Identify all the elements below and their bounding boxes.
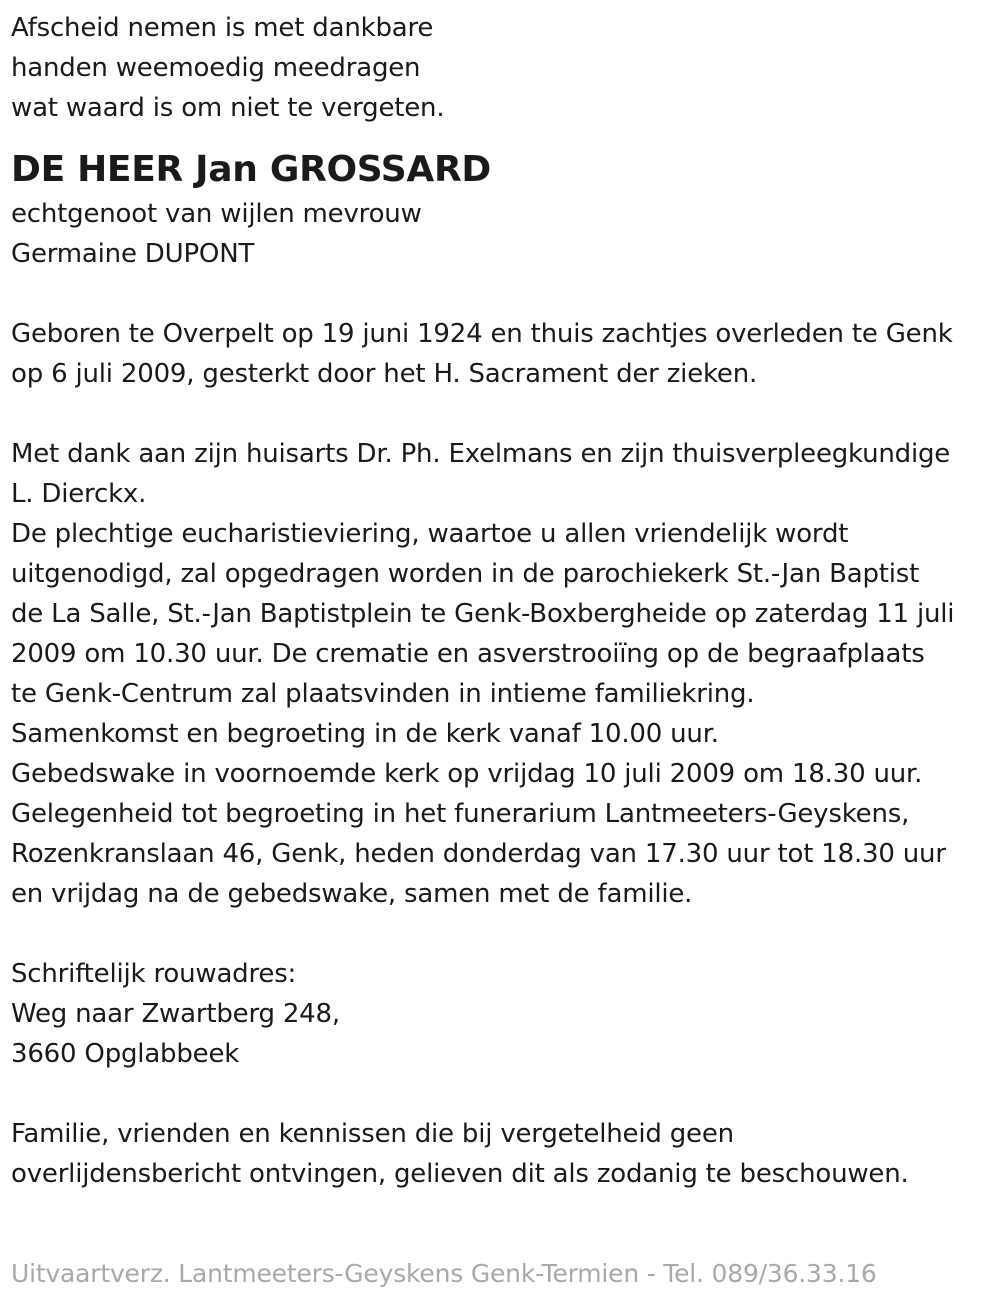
ceremony-line: te Genk-Centrum zal plaatsvinden in intieme familiekring.	[11, 679, 755, 709]
ceremony-line: uitgenodigd, zal opgedragen worden in de parochiekerk St.-Jan Baptist	[11, 559, 920, 589]
ceremony-line: 2009 om 10.30 uur. De crematie en asverstrooiïng op de begraafplaats	[11, 639, 925, 669]
ceremony-line: Met dank aan zijn huisarts Dr. Ph. Exelmans en zijn thuisverpleegkundige	[11, 439, 951, 469]
birth-death-info	[11, 314, 991, 394]
address-line: Weg naar Zwartberg 248,	[11, 999, 340, 1029]
spouse-line: Germaine DUPONT	[11, 239, 255, 269]
poem	[11, 8, 991, 128]
spacer	[11, 914, 991, 954]
spacer	[11, 274, 991, 314]
funeral-home-footer: Uitvaartverz. Lantmeeters-Geyskens Genk-Termien - Tel. 089/36.33.16	[11, 1259, 877, 1288]
ceremony-line: en vrijdag na de gebedswake, samen met de familie.	[11, 879, 693, 909]
ceremony-line: De plechtige eucharistieviering, waartoe u allen vriendelijk wordt	[11, 519, 849, 549]
address-line: 3660 Opglabbeek	[11, 1039, 240, 1069]
ceremony-info	[11, 434, 991, 914]
closing-line: Familie, vrienden en kennissen die bij vergetelheid geen	[11, 1119, 734, 1149]
spacer	[11, 394, 991, 434]
birth-death-line: op 6 juli 2009, gesterkt door het H. Sacrament der zieken.	[11, 359, 758, 389]
ceremony-line: Gebedswake in voornoemde kerk op vrijdag 10 juli 2009 om 18.30 uur.	[11, 759, 923, 789]
spouse-line: echtgenoot van wijlen mevrouw	[11, 199, 422, 229]
ceremony-line: Gelegenheid tot begroeting in het funerarium Lantmeeters-Geyskens,	[11, 799, 910, 829]
deceased-name: DE HEER Jan GROSSARD	[11, 149, 492, 190]
ceremony-line: Samenkomst en begroeting in de kerk vanaf 10.00 uur.	[11, 719, 719, 749]
poem-line: wat waard is om niet te vergeten.	[11, 93, 445, 123]
closing-line: overlijdensbericht ontvingen, gelieven dit als zodanig te beschouwen.	[11, 1159, 909, 1189]
closing-note	[11, 1114, 991, 1194]
spouse-info	[11, 194, 991, 274]
address-line: Schriftelijk rouwadres:	[11, 959, 297, 989]
ceremony-line: L. Dierckx.	[11, 479, 147, 509]
mourning-address	[11, 954, 991, 1074]
ceremony-line: Rozenkranslaan 46, Genk, heden donderdag van 17.30 uur tot 18.30 uur	[11, 839, 946, 869]
spacer	[11, 1074, 991, 1114]
obituary-notice	[11, 8, 991, 1194]
poem-line: handen weemoedig meedragen	[11, 53, 421, 83]
poem-line: Afscheid nemen is met dankbare	[11, 13, 434, 43]
birth-death-line: Geboren te Overpelt op 19 juni 1924 en thuis zachtjes overleden te Genk	[11, 319, 953, 349]
ceremony-line: de La Salle, St.-Jan Baptistplein te Genk-Boxbergheide op zaterdag 11 juli	[11, 599, 955, 629]
